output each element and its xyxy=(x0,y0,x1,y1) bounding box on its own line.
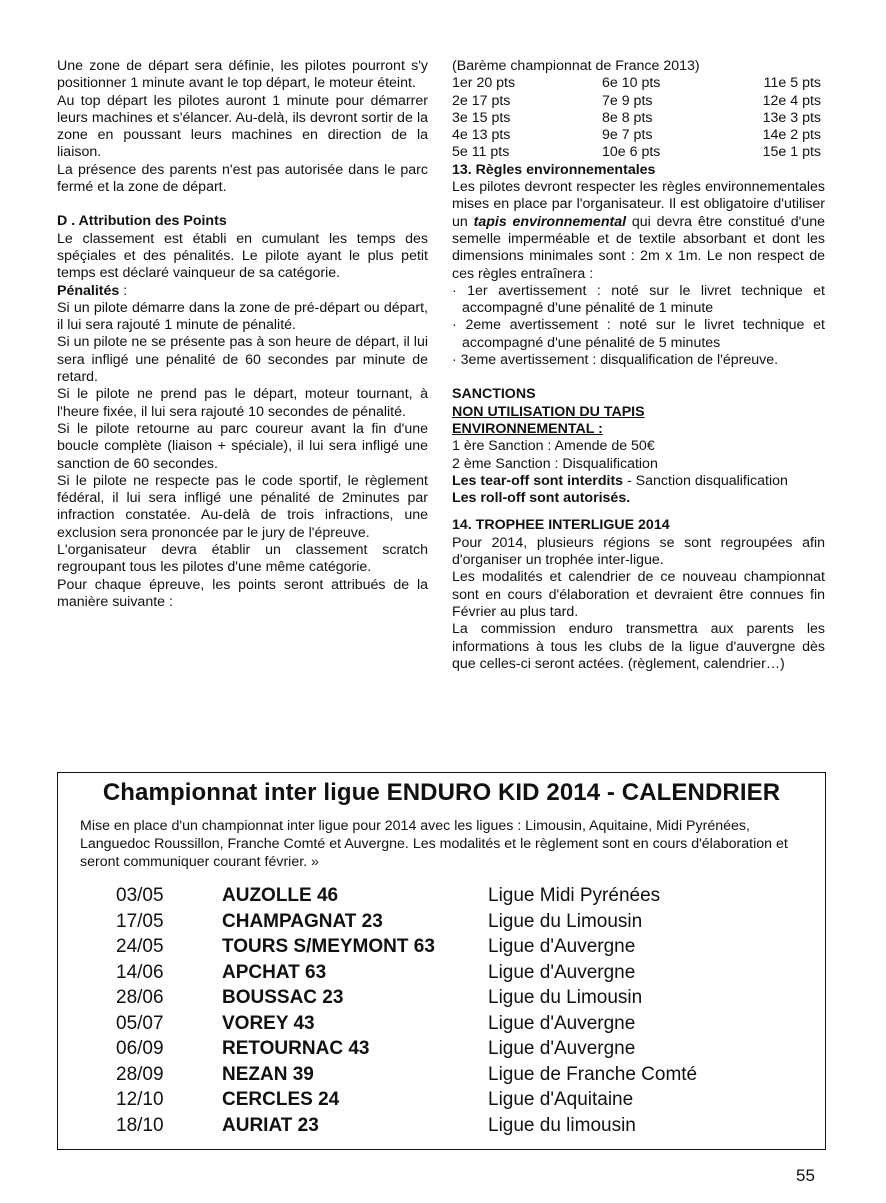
paragraph: Pour chaque épreuve, les points seront attribués de la manière suivante : xyxy=(57,576,428,610)
score-cell: 12e 4 pts xyxy=(762,92,821,109)
paragraph: Si un pilote démarre dans la zone de pré-départ ou départ, il lui sera rajouté 1 minute de pénalité. xyxy=(57,299,428,334)
calendar-row xyxy=(116,1113,716,1139)
calendar-row xyxy=(116,1011,716,1037)
text-run: qui devra être constitué d'une semelle imperméable et de textile absorbant et dont les dimensions minimales sont : 2m x 1m. Le non respect de ces règles entraînera : xyxy=(452,213,825,282)
event-date: 17/05 xyxy=(116,910,164,932)
non-utilisation-heading: NON UTILISATION DU TAPIS xyxy=(452,403,645,420)
event-place: BOUSSAC 23 xyxy=(222,987,344,1008)
paragraph: Au top départ les pilotes auront 1 minute pour démarrer leurs machines et s'élancer. Au-delà, ils devront sortir de la zone en poussant leurs machines en direction de la liaison. xyxy=(57,92,428,161)
event-league: Ligue du Limousin xyxy=(488,910,643,932)
score-cell: 6e 10 pts xyxy=(602,75,661,92)
event-place: APCHAT 63 xyxy=(222,961,327,983)
event-league: Ligue d'Auvergne xyxy=(488,1038,636,1059)
score-row xyxy=(452,127,825,144)
score-cell: 3e 15 pts xyxy=(452,109,511,126)
event-date: 14/06 xyxy=(116,961,164,983)
section-heading-d: D . Attribution des Points xyxy=(57,213,227,230)
text-run: Les pilotes devront respecter les règles environnementales mises en place par l'organisateur. Il est obligatoire d'utiliser un xyxy=(452,179,825,230)
paragraph: La commission enduro transmettra aux parents les informations à tous les clubs de la ligue d'auvergne dès que celles-ci seront actées. (règlement, calendrier…) xyxy=(452,621,825,672)
sanctions-heading: SANCTIONS xyxy=(452,386,536,403)
calendar-row xyxy=(116,960,716,986)
list-item: · 1er avertissement : noté sur le livret technique et accompagné d'une pénalité de 1 minute xyxy=(452,282,825,317)
score-cell: 5e 11 pts xyxy=(452,144,510,161)
event-date: 03/05 xyxy=(116,885,164,906)
event-place: NEZAN 39 xyxy=(222,1063,314,1085)
event-place: CHAMPAGNAT 23 xyxy=(222,910,383,932)
rolloff-line: Les roll-off sont autorisés. xyxy=(452,490,631,507)
section-heading-14: 14. TROPHEE INTERLIGUE 2014 xyxy=(452,517,670,534)
event-league: Ligue du limousin xyxy=(488,1114,636,1136)
score-cell: 8e 8 pts xyxy=(602,109,653,126)
paragraph: Si le pilote retourne au parc coureur avant la fin d'une boucle complète (liaison + spéciale), il lui sera infligé une sanction de 60 secondes. xyxy=(57,420,428,472)
score-cell: 7e 9 pts xyxy=(602,92,653,109)
score-cell: 1er 20 pts xyxy=(452,75,516,92)
event-league: Ligue de Franche Comté xyxy=(488,1063,698,1085)
score-cell: 11e 5 pts xyxy=(763,75,821,92)
penalites-label: Pénalités xyxy=(57,282,120,299)
non-utilisation-heading: ENVIRONNEMENTAL : xyxy=(452,420,603,437)
score-row xyxy=(452,110,825,127)
event-place: AURIAT 23 xyxy=(222,1114,319,1136)
calendar-row xyxy=(116,883,716,909)
tapis-emphasis: tapis environnemental xyxy=(473,213,627,230)
event-date: 12/10 xyxy=(116,1089,164,1110)
score-row xyxy=(452,144,825,161)
list-item: · 3eme avertissement : disqualification de l'épreuve. xyxy=(452,352,779,369)
score-cell: 2e 17 pts xyxy=(452,92,511,109)
event-place: TOURS S/MEYMONT 63 xyxy=(222,936,435,957)
event-league: Ligue d'Auvergne xyxy=(488,961,636,983)
score-row xyxy=(452,93,825,110)
score-cell: 10e 6 pts xyxy=(602,144,661,161)
paragraph: Les modalités et calendrier de ce nouveau championnat sont en cours d'élaboration et devraient être connues fin Février au plus tard. xyxy=(452,569,825,620)
penalites-heading xyxy=(57,283,428,300)
event-date: 24/05 xyxy=(116,936,164,957)
score-cell: 15e 1 pts xyxy=(762,144,821,161)
event-date: 28/06 xyxy=(116,987,164,1008)
event-league: Ligue Midi Pyrénées xyxy=(488,885,661,906)
paragraph: Si le pilote ne respecte pas le code sportif, le règlement fédéral, il lui sera infligé une pénalité de 2minutes par infraction constatée. Au-delà de trois infractions, une exclusion sera prononcée par le jury de l'épreuve. xyxy=(57,472,428,541)
left-column xyxy=(57,58,428,611)
score-cell: 13e 3 pts xyxy=(762,109,821,126)
bareme-title: (Barème championnat de France 2013) xyxy=(452,58,700,74)
score-table xyxy=(452,75,825,161)
paragraph: La présence des parents n'est pas autorisée dans le parc fermé et la zone de départ. xyxy=(57,161,428,196)
calendar-box xyxy=(57,772,826,1150)
event-place: AUZOLLE 46 xyxy=(222,885,339,906)
tearoff-line xyxy=(452,473,825,490)
calendar-row xyxy=(116,1036,716,1062)
score-cell: 4e 13 pts xyxy=(452,127,511,144)
paragraph: Si un pilote ne se présente pas à son heure de départ, il lui sera infligé une pénalité de 60 secondes par minute de retard. xyxy=(57,334,428,386)
list-item: · 2eme avertissement : noté sur le livret technique et accompagné d'une pénalité de 5 minutes xyxy=(452,317,825,351)
paragraph: Si le pilote ne prend pas le départ, moteur tournant, à l'heure fixée, il lui sera rajouté 10 secondes de pénalité. xyxy=(57,386,428,420)
sanction-line: 2 ème Sanction : Disqualification xyxy=(452,455,658,472)
calendar-table xyxy=(116,883,716,1138)
sanction-line: 1 ère Sanction : Amende de 50€ xyxy=(452,438,655,455)
calendar-intro: Mise en place d'un championnat inter ligue pour 2014 avec les ligues : Limousin, Aquitaine, Midi Pyrénées, Languedoc Roussillon, Franche Comté et Auvergne. Les modalités et le règlement sont en cours d'élaboration et seront communiquer courant février. » xyxy=(80,818,788,871)
event-league: Ligue d'Auvergne xyxy=(488,1012,636,1034)
calendar-row xyxy=(116,1087,716,1113)
paragraph: Pour 2014, plusieurs régions se sont regroupées afin d'organiser un trophée inter-ligue. xyxy=(452,534,825,569)
event-date: 18/10 xyxy=(116,1114,164,1136)
event-league: Ligue d'Auvergne xyxy=(488,936,636,957)
event-date: 06/09 xyxy=(116,1038,164,1059)
calendar-row xyxy=(116,985,716,1011)
event-place: RETOURNAC 43 xyxy=(222,1038,370,1059)
event-date: 05/07 xyxy=(116,1012,164,1034)
paragraph: L'organisateur devra établir un classement scratch regroupant tous les pilotes d'une même catégorie. xyxy=(57,542,428,576)
tearoff-bold: Les tear-off sont interdits xyxy=(452,472,624,489)
score-row xyxy=(452,75,825,92)
right-column xyxy=(452,58,825,673)
paragraph-environment xyxy=(452,179,825,283)
calendar-row xyxy=(116,934,716,960)
event-league: Ligue du Limousin xyxy=(488,987,643,1008)
score-cell: 9e 7 pts xyxy=(602,127,653,144)
paragraph: Le classement est établi en cumulant les temps des spéçiales et des pénalités. Le pilote ayant le plus petit temps est déclaré vainqueur de sa catégorie. xyxy=(57,230,428,282)
event-place: CERCLES 24 xyxy=(222,1089,340,1110)
penalites-colon: : xyxy=(119,282,128,299)
calendar-row xyxy=(116,1062,716,1088)
score-cell: 14e 2 pts xyxy=(762,127,821,144)
calendar-title: Championnat inter ligue ENDURO KID 2014 - CALENDRIER xyxy=(102,779,781,806)
page-number: 55 xyxy=(796,1166,815,1185)
event-place: VOREY 43 xyxy=(222,1012,315,1034)
section-heading-13: 13. Règles environnementales xyxy=(452,161,656,178)
event-date: 28/09 xyxy=(116,1063,164,1085)
event-league: Ligue d'Aquitaine xyxy=(488,1089,634,1110)
calendar-row xyxy=(116,909,716,935)
paragraph: Une zone de départ sera définie, les pilotes pourront s'y positionner 1 minute avant le top départ, le moteur éteint. xyxy=(57,58,428,92)
tearoff-rest: - Sanction disqualification xyxy=(623,472,788,489)
